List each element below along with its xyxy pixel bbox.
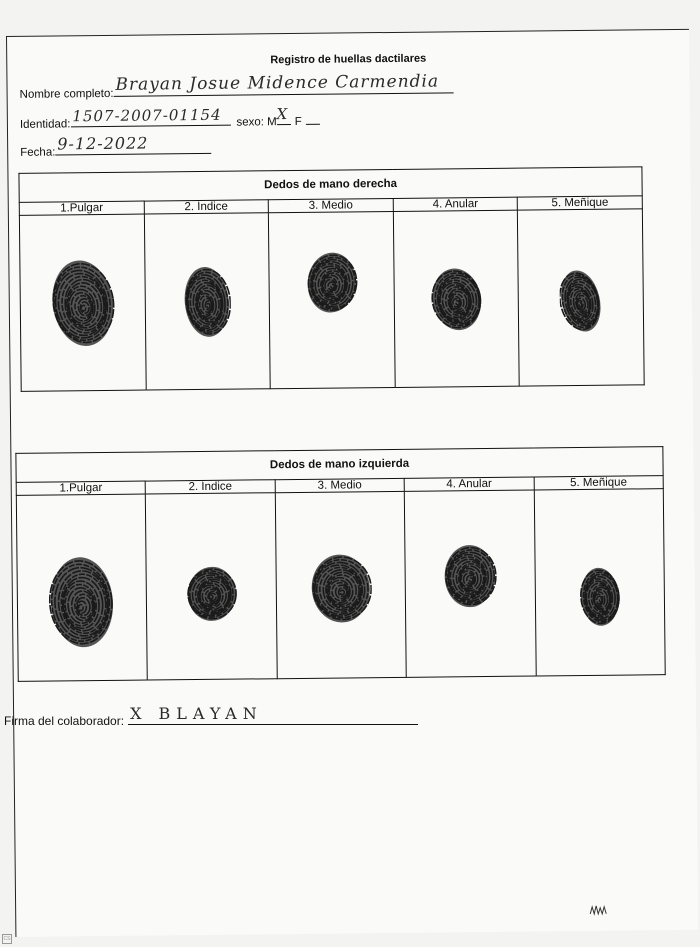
fingerprint-icon (430, 266, 483, 333)
right-hand-table (18, 166, 644, 392)
scanner-watermark (2, 934, 12, 944)
right-finger-label: 3. Medio (268, 198, 393, 212)
identidad-field (19, 105, 320, 131)
left-hand-table (15, 446, 665, 682)
sexo-f-label: F (294, 115, 302, 128)
fingerprint-form (6, 29, 698, 937)
right-hand-heading: Dedos de mano derecha (19, 167, 642, 203)
firma-field (0, 704, 418, 728)
form-title: Registro de huellas dactilares (270, 52, 427, 67)
fecha-field (20, 133, 211, 159)
fingerprint-icon (309, 552, 372, 625)
left-index-cell (146, 493, 277, 680)
identidad-value: 1507-2007-01154 (72, 105, 222, 126)
nombre-field (19, 71, 453, 101)
firma-label: Firma del colaborador: (4, 714, 125, 728)
right-finger-label: 1.Pulgar (19, 201, 144, 215)
left-finger-label: 1.Pulgar (16, 481, 146, 495)
fingerprint-icon (185, 564, 238, 623)
fecha-line (55, 133, 211, 156)
right-finger-label: 2. Índice (144, 200, 269, 214)
left-hand-heading: Dedos de mano izquierda (16, 447, 663, 483)
fingerprint-icon (50, 257, 115, 348)
right-little-cell (518, 209, 644, 386)
left-little-cell (534, 489, 665, 676)
left-finger-label: 5. Meñique (534, 476, 664, 490)
nombre-line (113, 71, 453, 97)
left-thumb-cell (16, 494, 147, 681)
fingerprint-icon (578, 566, 621, 628)
left-ring-cell (404, 490, 535, 677)
right-index-cell (144, 213, 270, 390)
identidad-label: Identidad: (19, 118, 71, 131)
sexo-m-line (276, 105, 291, 125)
left-finger-label: 4. Anular (404, 477, 534, 491)
right-finger-label: 4. Anular (393, 197, 518, 211)
left-finger-label: 3. Medio (275, 478, 405, 492)
fingerprint-icon (443, 543, 498, 610)
fingerprint-icon (49, 555, 116, 650)
left-middle-cell (275, 491, 406, 678)
right-ring-cell (393, 210, 519, 387)
firma-value: X BLAYAN (130, 704, 263, 723)
right-thumb-cell (19, 214, 145, 391)
sexo-label: sexo: M (236, 116, 277, 129)
nombre-label: Nombre completo: (19, 87, 114, 101)
fingerprint-icon (560, 268, 603, 334)
right-middle-cell (269, 211, 395, 388)
right-finger-label: 5. Meñique (518, 196, 643, 210)
sexo-field (236, 105, 319, 129)
footer-mark (588, 903, 608, 921)
fecha-label: Fecha: (20, 146, 56, 159)
fingerprint-icon (183, 264, 232, 338)
scanner-badge-icon: CS (3, 936, 11, 942)
firma-line (128, 704, 418, 725)
sexo-m-mark: X (276, 105, 289, 124)
nombre-value: Brayan Josue Midence Carmendia (115, 71, 440, 95)
identidad-line (70, 105, 230, 128)
fingerprint-icon (305, 250, 358, 315)
sexo-f-line (306, 110, 320, 125)
left-finger-label: 2. Índice (146, 480, 276, 494)
fecha-value: 9-12-2022 (57, 133, 149, 154)
